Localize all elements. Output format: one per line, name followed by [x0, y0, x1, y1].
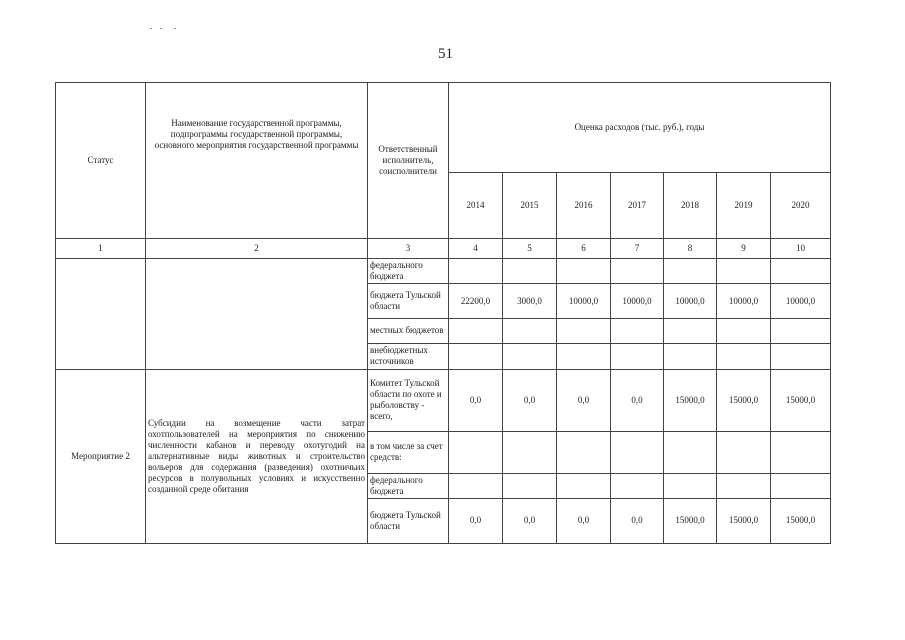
value-cell: 10000,0 [771, 284, 831, 319]
year-2014: 2014 [449, 173, 503, 239]
value-cell: 10000,0 [664, 284, 717, 319]
value-cell [717, 319, 771, 343]
column-number: 9 [717, 239, 771, 259]
column-number: 6 [557, 239, 611, 259]
value-cell: 0,0 [611, 369, 664, 431]
header-program-name: Наименование государственной программы, подпрограммы государственной программы, основного мероприятия государственной программы [146, 83, 368, 239]
header-row [56, 83, 831, 173]
value-cell: 15000,0 [771, 498, 831, 543]
column-number: 1 [56, 239, 146, 259]
value-cell [771, 343, 831, 369]
value-cell: 0,0 [557, 369, 611, 431]
executor-cell: федерального бюджета [368, 473, 449, 498]
value-cell: 15000,0 [664, 498, 717, 543]
year-2019: 2019 [717, 173, 771, 239]
value-cell [771, 473, 831, 498]
value-cell [557, 259, 611, 284]
value-cell [771, 259, 831, 284]
value-cell [664, 259, 717, 284]
value-cell: 10000,0 [557, 284, 611, 319]
value-cell [611, 259, 664, 284]
value-cell [449, 473, 503, 498]
column-number: 10 [771, 239, 831, 259]
executor-cell: внебюджетных источников [368, 343, 449, 369]
value-cell [503, 319, 557, 343]
value-cell: 0,0 [503, 369, 557, 431]
value-cell: 0,0 [503, 498, 557, 543]
value-cell [503, 259, 557, 284]
year-2020: 2020 [771, 173, 831, 239]
scan-speck [160, 28, 162, 29]
value-cell [771, 319, 831, 343]
value-cell: 22200,0 [449, 284, 503, 319]
value-cell [611, 343, 664, 369]
value-cell [611, 319, 664, 343]
block2-name: Субсидии на возмещение части затрат охотпользователей на мероприятия по снижению численности кабанов и переводу охотугодий на альтернативные виды животных и строительство вольеров для содержания (разведения) охотничьих ресурсов в полувольных условиях и искусственно созданной среде обитания [146, 369, 368, 543]
block1-status [56, 259, 146, 369]
value-cell [503, 343, 557, 369]
executor-cell: Комитет Тульской области по охоте и рыболовству - всего, [368, 369, 449, 431]
value-cell [717, 343, 771, 369]
value-cell [503, 431, 557, 473]
value-cell: 10000,0 [717, 284, 771, 319]
value-cell [664, 343, 717, 369]
block1-name [146, 259, 368, 369]
executor-cell: бюджета Тульской области [368, 284, 449, 319]
executor-cell: федерального бюджета [368, 259, 449, 284]
executor-cell: бюджета Тульской области [368, 498, 449, 543]
executor-cell: в том числе за счет средств: [368, 431, 449, 473]
value-cell: 15000,0 [771, 369, 831, 431]
scan-speck [150, 28, 152, 29]
header-status: Статус [56, 83, 146, 239]
table-row [56, 259, 831, 284]
header-executor: Ответственный исполнитель, соисполнители [368, 83, 449, 239]
value-cell: 10000,0 [611, 284, 664, 319]
column-number: 4 [449, 239, 503, 259]
scan-speck [174, 28, 176, 29]
value-cell: 0,0 [557, 498, 611, 543]
value-cell: 15000,0 [664, 369, 717, 431]
value-cell [449, 343, 503, 369]
column-number: 7 [611, 239, 664, 259]
value-cell [664, 473, 717, 498]
column-number: 5 [503, 239, 557, 259]
value-cell: 15000,0 [717, 369, 771, 431]
value-cell [611, 431, 664, 473]
value-cell [717, 259, 771, 284]
page-number: 51 [438, 46, 453, 62]
column-number: 8 [664, 239, 717, 259]
column-numbers-row [56, 239, 831, 259]
value-cell [503, 473, 557, 498]
executor-cell: местных бюджетов [368, 319, 449, 343]
value-cell [557, 319, 611, 343]
value-cell [664, 319, 717, 343]
value-cell [557, 473, 611, 498]
value-cell [449, 319, 503, 343]
value-cell: 0,0 [611, 498, 664, 543]
value-cell [557, 343, 611, 369]
table-row [56, 369, 831, 431]
budget-table [55, 82, 831, 544]
value-cell: 15000,0 [717, 498, 771, 543]
header-cost-estimate: Оценка расходов (тыс. руб.), годы [449, 83, 831, 173]
value-cell [771, 431, 831, 473]
year-2018: 2018 [664, 173, 717, 239]
column-number: 2 [146, 239, 368, 259]
value-cell: 0,0 [449, 369, 503, 431]
block2-status: Мероприятие 2 [56, 369, 146, 543]
value-cell: 0,0 [449, 498, 503, 543]
value-cell [664, 431, 717, 473]
value-cell [449, 431, 503, 473]
year-2015: 2015 [503, 173, 557, 239]
value-cell [557, 431, 611, 473]
value-cell: 3000,0 [503, 284, 557, 319]
value-cell [717, 431, 771, 473]
column-number: 3 [368, 239, 449, 259]
year-2016: 2016 [557, 173, 611, 239]
value-cell [611, 473, 664, 498]
year-2017: 2017 [611, 173, 664, 239]
value-cell [717, 473, 771, 498]
value-cell [449, 259, 503, 284]
